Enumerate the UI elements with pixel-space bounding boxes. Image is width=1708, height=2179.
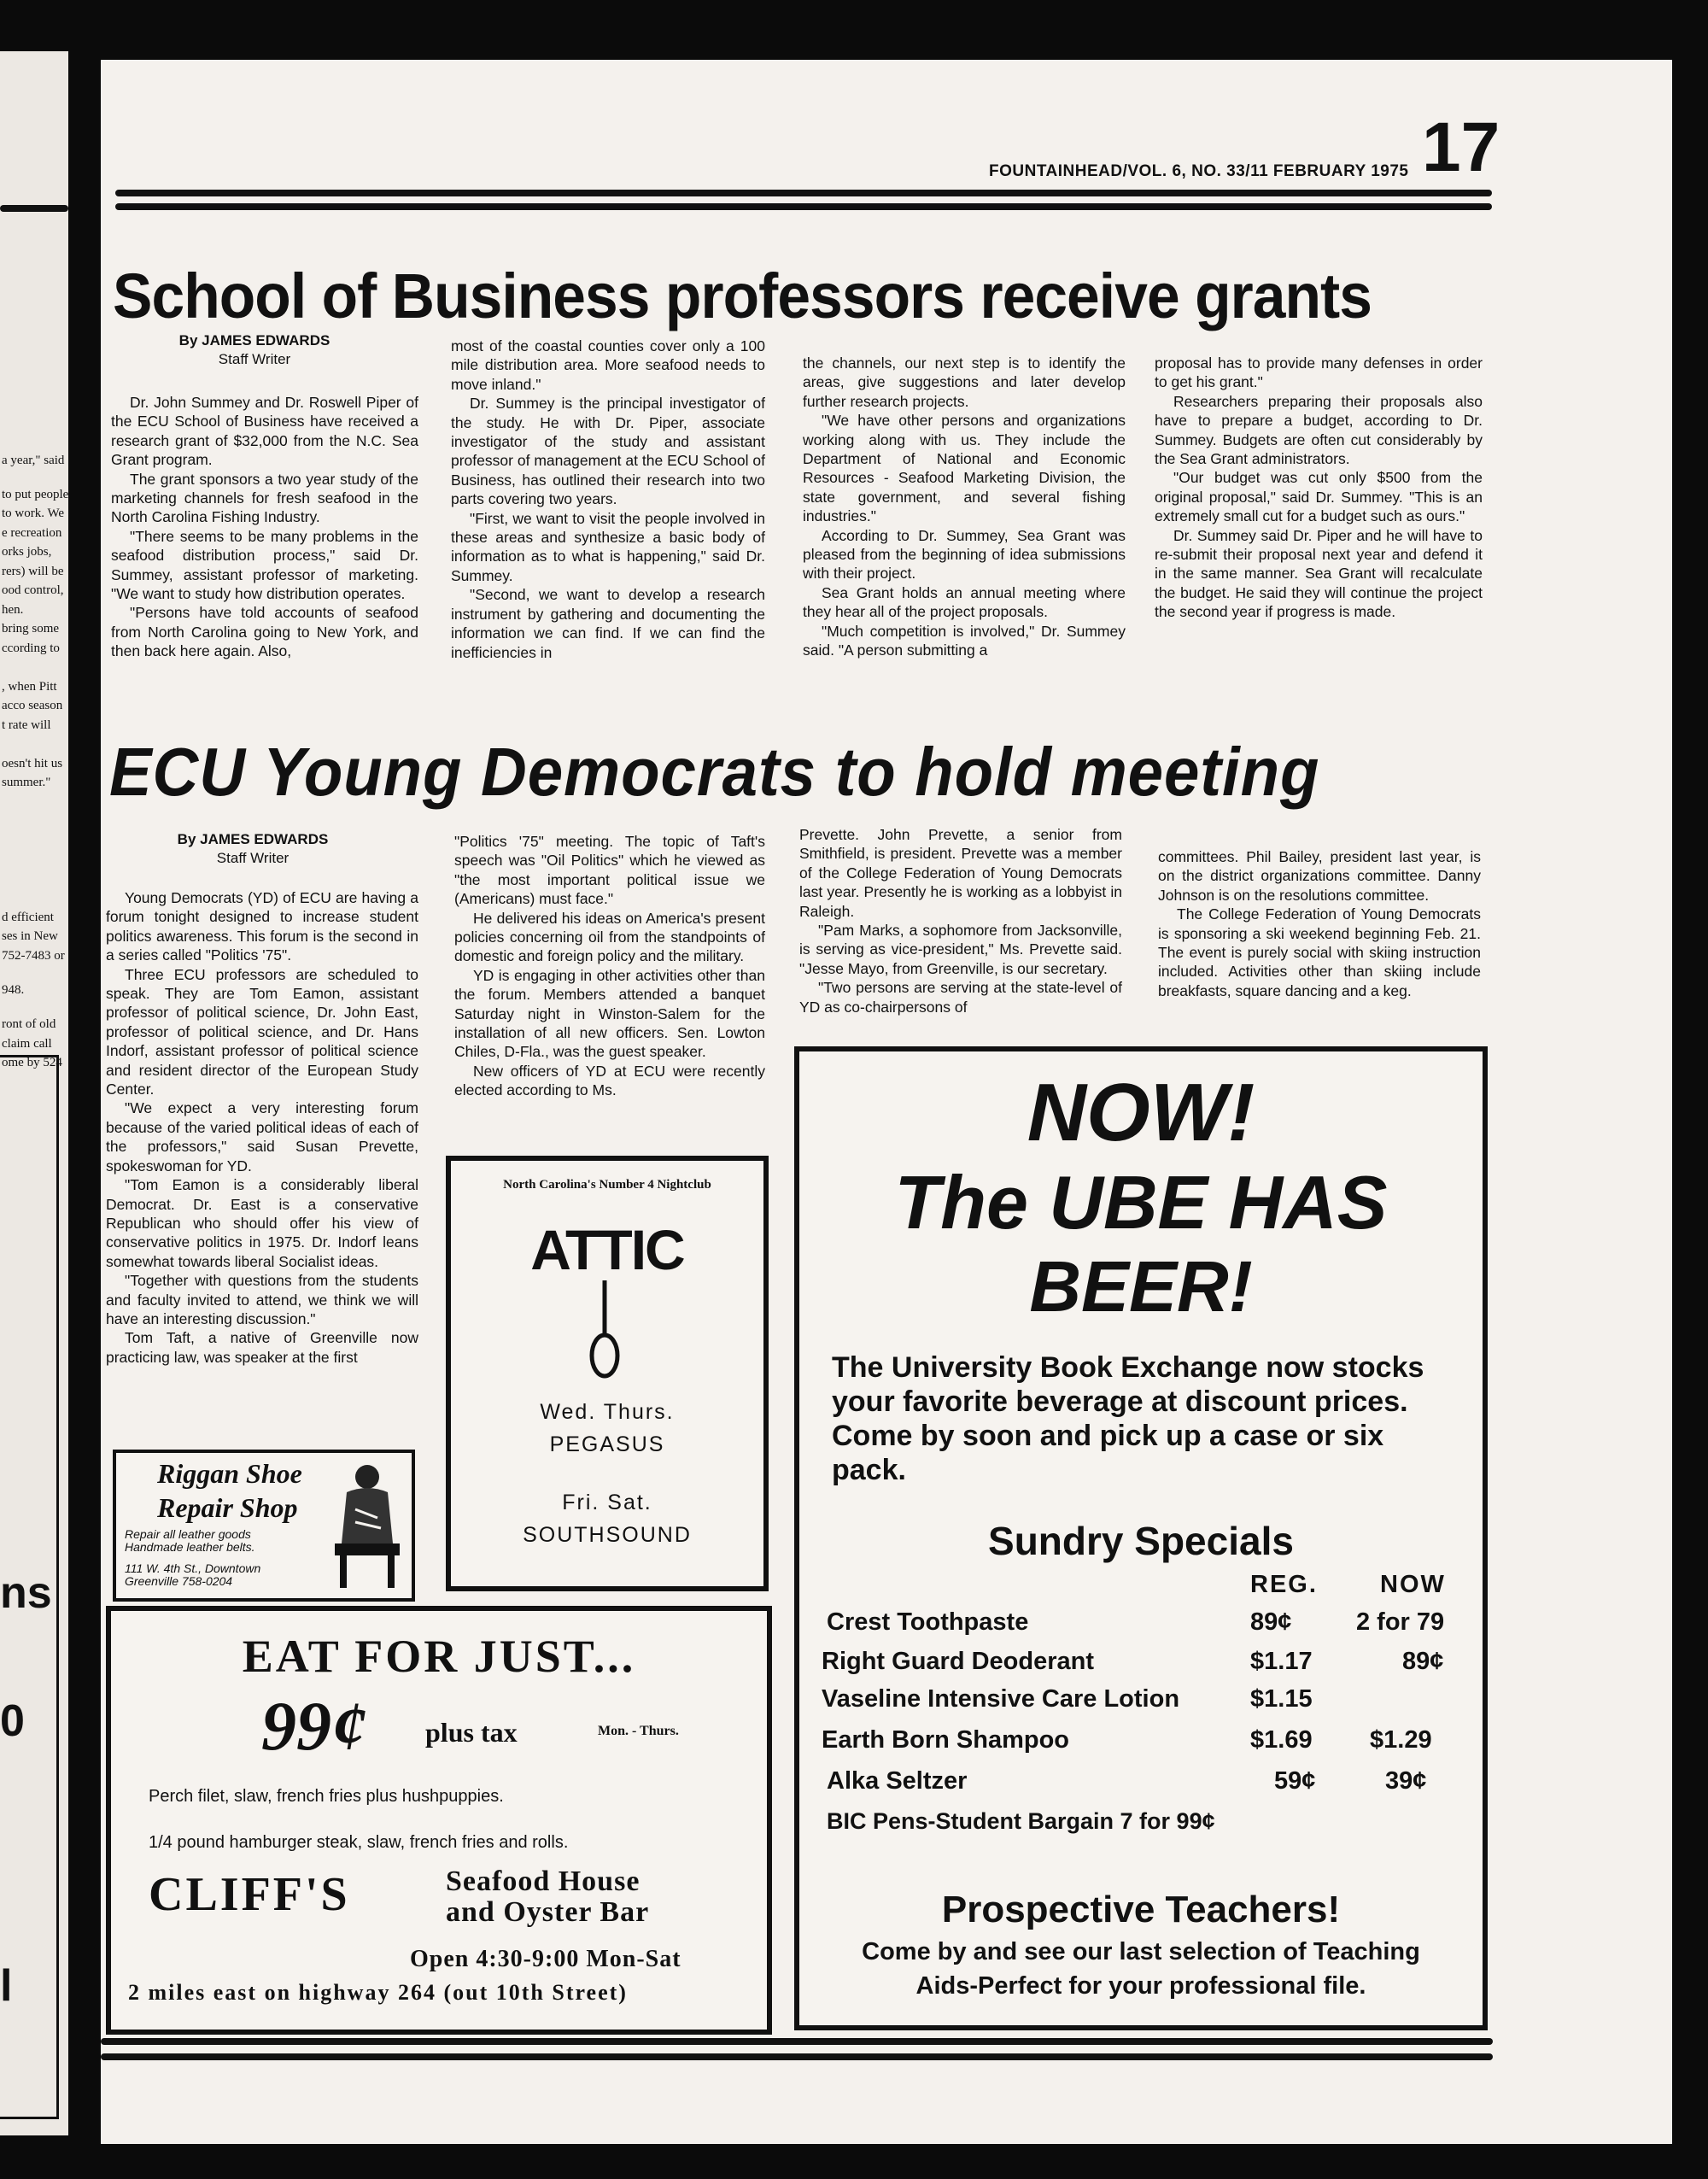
attic-name: ATTIC xyxy=(530,1218,684,1281)
ube-headline-1: NOW! xyxy=(1027,1067,1255,1158)
left-page-big-text: ns xyxy=(0,1568,52,1618)
cliffs-days: Mon. - Thurs. xyxy=(598,1724,679,1738)
paragraph: Dr. John Summey and Dr. Roswell Piper of the ECU School of Business have received a research grant of $32,000 from the N.C. Sea Grant program. xyxy=(111,394,418,469)
paragraph: "First, we want to visit the people involved in these areas and synthesize a basic body of information as to what is happening," said Dr. Summey. xyxy=(451,509,765,584)
ube-item-reg: $1.17 xyxy=(1250,1648,1313,1675)
noose-icon xyxy=(579,1280,630,1383)
ube-item-reg: 59¢ xyxy=(1274,1767,1316,1795)
article1-column-2 xyxy=(451,337,765,662)
article2-column-4 xyxy=(1158,847,1481,1000)
article2-column-2 xyxy=(454,832,765,1100)
ube-item-reg: 89¢ xyxy=(1250,1608,1292,1636)
ube-col-reg: REG. xyxy=(1250,1571,1318,1598)
left-page-big-text: 0 xyxy=(0,1696,25,1746)
left-fragment: ood control, xyxy=(2,583,64,597)
riggan-title-2: Repair Shop xyxy=(157,1492,298,1523)
left-fragment: t rate will xyxy=(2,718,51,732)
riggan-line: Greenville 758-0204 xyxy=(125,1574,233,1588)
left-fragment: 752-7483 or xyxy=(2,949,65,963)
paragraph: He delivered his ideas on America's present policies concerning oil from the standpoints of domestic and foreign policy and the military. xyxy=(454,909,765,965)
paragraph: "We have other persons and organizations working along with us. They include the Department of National and Economic Resources - Seafood Marketing Division, the state government, and several fishing industries." xyxy=(803,412,1126,525)
paragraph: committees. Phil Bailey, president last year, is on the district organizations committee. Danny Johnson is on the resolutions committee. xyxy=(1158,848,1481,904)
cliffs-hours: Open 4:30-9:00 Mon-Sat xyxy=(410,1946,681,1972)
left-page-strip xyxy=(0,51,68,2135)
article1-headline: School of Business professors receive grants xyxy=(113,261,1372,331)
footer-rule-bottom xyxy=(101,2053,1493,2060)
riggan-line: Repair all leather goods xyxy=(125,1527,251,1541)
paragraph: According to Dr. Summey, Sea Grant was pleased from the beginning of idea submissions with their project. xyxy=(803,526,1126,583)
paragraph: "Together with questions from the students and faculty invited to attend, we think we will have an interesting discussion." xyxy=(106,1272,418,1327)
paragraph: Sea Grant holds an annual meeting where they hear all of the project proposals. xyxy=(803,583,1126,621)
masthead-rule-bottom xyxy=(115,203,1492,210)
ube-item-now: $1.29 xyxy=(1370,1726,1432,1754)
paragraph: Researchers preparing their proposals also have to prepare a budget, according to Dr. Summey. Budgets are often cut considerably by the Sea Grant administrators. xyxy=(1155,392,1483,468)
byline-name: By JAMES EDWARDS xyxy=(178,332,330,349)
cliffs-sub-1: Seafood House xyxy=(446,1866,640,1897)
ube-item-now: 2 for 79 xyxy=(1356,1608,1445,1636)
ube-body: The University Book Exchange now stocks your favorite beverage at discount prices. Come by soon and pick up a case or six pack. xyxy=(832,1351,1424,1486)
paragraph: Three ECU professors are scheduled to speak. They are Tom Eamon, assistant professor of political science, Dr. John East, professor of political science, and Dr. Hans Indorf, assistant professor of political science and resident director of the European Study Center. xyxy=(106,965,418,1098)
riggan-line: 111 W. 4th St., Downtown xyxy=(125,1561,261,1575)
paragraph: "Politics '75" meeting. The topic of Taft's speech was "Oil Politics" which he viewed as "the most important political issue we (Americans) must face." xyxy=(454,833,765,908)
ube-item-name: Alka Seltzer xyxy=(827,1767,968,1795)
cliffs-sub-2: and Oyster Bar xyxy=(446,1896,650,1928)
paragraph: "Tom Eamon is a considerably liberal Democrat. Dr. East is a conservative Republican who should offer his view of conservative politics in 1975. Dr. Indorf leans somewhat towards liberal Socialist ideas. xyxy=(106,1176,418,1270)
byline-role: Staff Writer xyxy=(218,351,291,367)
byline-role: Staff Writer xyxy=(216,850,290,866)
article2-headline: ECU Young Democrats to hold meeting xyxy=(109,734,1320,810)
page-number: 17 xyxy=(1422,108,1500,186)
left-fragment: e recreation xyxy=(2,526,62,540)
left-page-big-text: l xyxy=(0,1961,13,2011)
left-fragment: acco season xyxy=(2,699,63,712)
attic-nightclub-ad xyxy=(446,1156,769,1591)
left-fragment: ses in New xyxy=(2,929,58,943)
cliffs-seafood-ad xyxy=(106,1606,772,2035)
article1-column-4 xyxy=(1155,354,1483,622)
paragraph: Dr. Summey is the principal investigator of the study. He with Dr. Piper, associate investigator of the study and assistant professor of management at the ECU School of Business, has outlined their research into two parts covering two years. xyxy=(451,395,765,508)
footer-rule-top xyxy=(101,2038,1493,2045)
paragraph: The College Federation of Young Democrats is sponsoring a ski weekend beginning Feb. 21. The event is purely social with skiing instruction included. Activities other than skiing include breakfasts, square dancing and a keg. xyxy=(1158,905,1481,999)
ube-teachers-body-1: Come by and see our last selection of Teaching xyxy=(862,1938,1420,1965)
article2-byline xyxy=(159,830,347,868)
left-fragment: hen. xyxy=(2,603,24,617)
ube-item-name: Earth Born Shampoo xyxy=(822,1726,1070,1754)
paragraph: most of the coastal counties cover only a 100 mile distribution area. More seafood needs to move inland." xyxy=(451,337,765,393)
paragraph: "There seems to be many problems in the seafood distribution process," said Dr. Summey, assistant professor of marketing. "We want to study how distribution operates. xyxy=(111,527,418,603)
left-fragment: bring some xyxy=(2,622,60,636)
left-fragment: to put people xyxy=(2,488,69,501)
attic-days-2: Fri. Sat. xyxy=(562,1491,652,1514)
ube-item-reg: $1.15 xyxy=(1250,1685,1313,1713)
ube-item-name: Crest Toothpaste xyxy=(827,1608,1029,1636)
article1-column-3 xyxy=(803,354,1126,660)
article1-byline xyxy=(161,331,348,369)
folio-line: FOUNTAINHEAD/VOL. 6, NO. 33/11 FEBRUARY 1975 xyxy=(989,162,1409,180)
left-fragment: claim call xyxy=(2,1037,52,1051)
cobbler-illustration-icon xyxy=(330,1458,405,1591)
riggan-title-1: Riggan Shoe xyxy=(157,1458,302,1489)
paragraph: YD is engaging in other activities other than the forum. Members attended a banquet Saturday night in Winston-Salem for the installation of all new officers. Sen. Lowton Chiles, D-Fla., was the guest speaker. xyxy=(454,966,765,1061)
left-fragment: summer." xyxy=(2,776,51,789)
ube-beer-ad xyxy=(794,1046,1488,2030)
cliffs-name: CLIFF'S xyxy=(149,1868,350,1921)
left-fragment: orks jobs, xyxy=(2,545,52,559)
ube-teachers-body-2: Aids-Perfect for your professional file. xyxy=(915,1972,1366,2000)
attic-days-1: Wed. Thurs. xyxy=(540,1400,675,1424)
attic-tagline: North Carolina's Number 4 Nightclub xyxy=(503,1178,711,1192)
ube-item-name: Right Guard Deoderant xyxy=(822,1648,1095,1675)
ube-headline-3: BEER! xyxy=(1029,1246,1253,1327)
cliffs-item-1: Perch filet, slaw, french fries plus hushpuppies. xyxy=(149,1787,504,1806)
left-fragment: ront of old xyxy=(2,1017,56,1031)
riggan-line: Handmade leather belts. xyxy=(125,1540,255,1554)
ube-specials-title: Sundry Specials xyxy=(988,1519,1294,1563)
cliffs-price: 99¢ xyxy=(261,1687,366,1765)
article2-column-1 xyxy=(106,888,418,1367)
paragraph: The grant sponsors a two year study of the marketing channels for fresh seafood in the North Carolina Fishing Industry. xyxy=(111,470,418,526)
paragraph: proposal has to provide many defenses in order to get his grant." xyxy=(1155,354,1483,391)
cliffs-headline: EAT FOR JUST... xyxy=(242,1631,636,1682)
paragraph: Tom Taft, a native of Greenville now practicing law, was speaker at the first xyxy=(106,1329,418,1366)
paragraph: "Second, we want to develop a research instrument by gathering and documenting the information we can find. If we can find the inefficiencies in xyxy=(451,586,765,661)
left-fragment: a year," said xyxy=(2,454,65,467)
riggan-shoe-ad xyxy=(113,1450,415,1602)
ube-col-now: NOW xyxy=(1380,1571,1446,1598)
cliffs-item-2: 1/4 pound hamburger steak, slaw, french fries and rolls. xyxy=(149,1833,569,1852)
ube-item-name: Vaseline Intensive Care Lotion xyxy=(822,1685,1180,1713)
ube-item-name: BIC Pens-Student Bargain 7 for 99¢ xyxy=(827,1808,1215,1834)
byline-name: By JAMES EDWARDS xyxy=(177,831,329,847)
masthead-rule-top xyxy=(115,190,1492,196)
ube-teachers-title: Prospective Teachers! xyxy=(941,1889,1341,1930)
paragraph: Dr. Summey said Dr. Piper and he will have to re-submit their proposal next year and defend it in the same manner. Sea Grant will recalculate the budget. He said they will continue the project the second year if progress is made. xyxy=(1155,526,1483,621)
attic-band-1: PEGASUS xyxy=(549,1432,665,1456)
article2-column-3 xyxy=(799,825,1122,1016)
ube-item-reg: $1.69 xyxy=(1250,1726,1313,1754)
ube-item-now: 89¢ xyxy=(1402,1648,1444,1675)
paragraph: "We expect a very interesting forum because of the varied political ideas of each of the professors," said Susan Prevette, spokeswoman for YD. xyxy=(106,1099,418,1174)
left-fragment: d efficient xyxy=(2,911,54,924)
paragraph: Prevette. John Prevette, a senior from Smithfield, is president. Prevette was a member of the College Federation of Young Democrats last year. Presently he is working as a lobbyist in Raleigh. xyxy=(799,826,1122,920)
paragraph: the channels, our next step is to identify the areas, give suggestions and later develop further research projects. xyxy=(803,354,1126,410)
left-fragment: 948. xyxy=(2,983,25,997)
ube-headline-2: The UBE HAS xyxy=(894,1160,1388,1245)
paragraph: "Two persons are serving at the state-level of YD as co-chairpersons of xyxy=(799,979,1122,1016)
left-fragment: , when Pitt xyxy=(2,680,57,694)
cliffs-tax: plus tax xyxy=(425,1717,518,1748)
attic-band-2: SOUTHSOUND xyxy=(523,1523,692,1547)
paragraph: "Pam Marks, a sophomore from Jacksonville, is serving as vice-president," Ms. Prevette said. "Jesse Mayo, from Greenville, is our secretary. xyxy=(799,922,1122,977)
left-fragment: rers) will be xyxy=(2,565,64,578)
left-fragment: ome by 524 xyxy=(2,1056,62,1069)
ube-item-now: 39¢ xyxy=(1385,1767,1427,1795)
cliffs-location: 2 miles east on highway 264 (out 10th Street) xyxy=(128,1980,628,2005)
paragraph: "Much competition is involved," Dr. Summey said. "A person submitting a xyxy=(803,622,1126,659)
paragraph: Young Democrats (YD) of ECU are having a forum tonight designed to increase student politics awareness. This forum is the second in a series called "Politics '75". xyxy=(106,889,418,964)
article1-column-1 xyxy=(111,393,418,661)
left-fragment: ccording to xyxy=(2,641,60,655)
paragraph: New officers of YD at ECU were recently elected according to Ms. xyxy=(454,1062,765,1099)
left-fragment: to work. We xyxy=(2,507,65,520)
paragraph: "Our budget was cut only $500 from the original proposal," said Dr. Summey. "This is an extremely small cut for a budget such as ours." xyxy=(1155,469,1483,525)
left-fragment: oesn't hit us xyxy=(2,757,63,770)
left-page-rule xyxy=(0,205,68,212)
paragraph: "Persons have told accounts of seafood from North Carolina going to New York, and then back here again. Also, xyxy=(111,604,418,660)
